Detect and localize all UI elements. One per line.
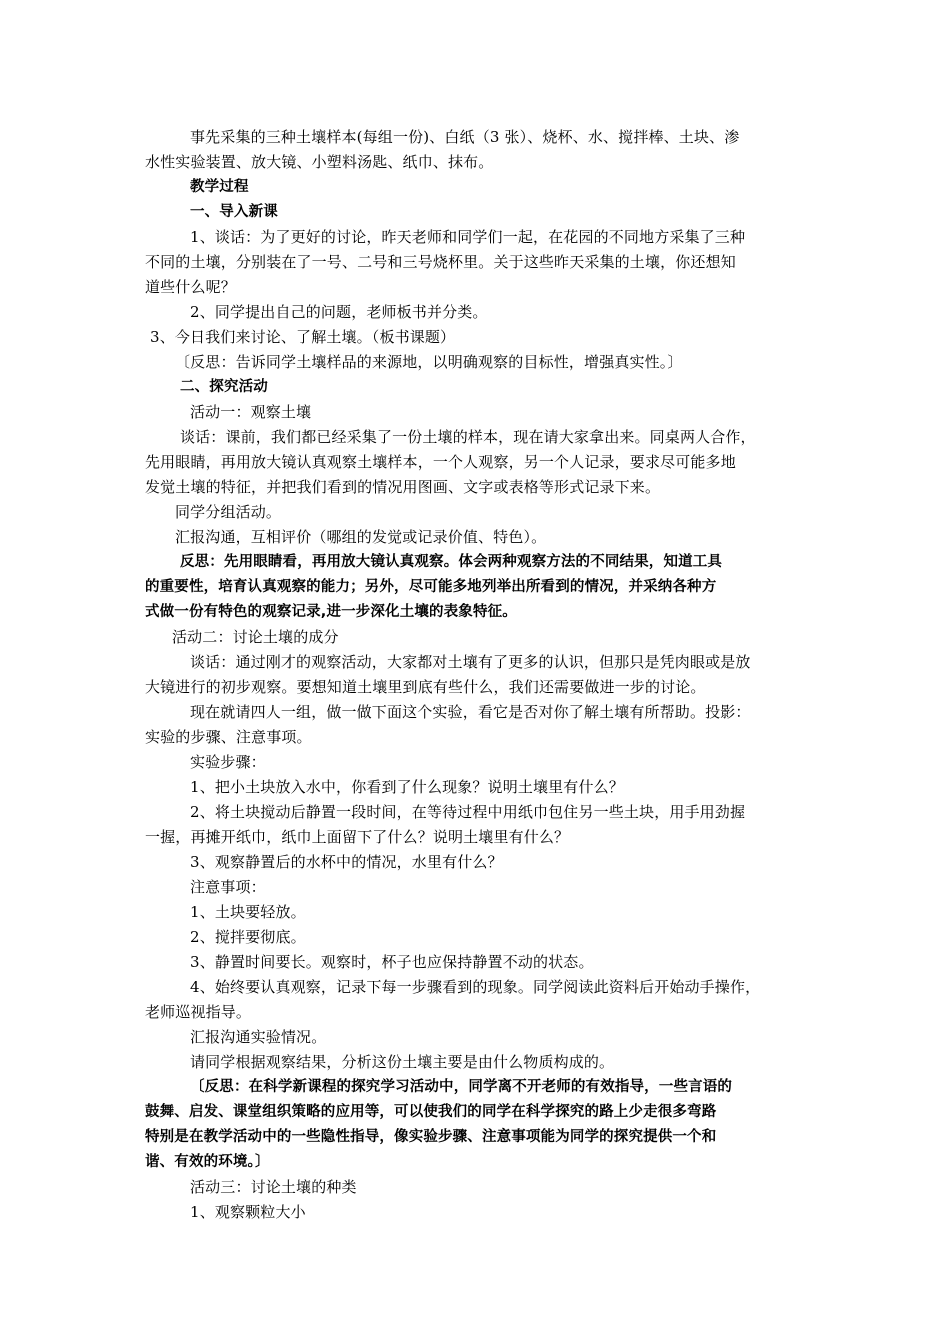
text-line: 3、静置时间要长。观察时，杯子也应保持静置不动的状态。 bbox=[190, 953, 594, 971]
text-line: 道些什么呢？ bbox=[145, 278, 236, 296]
text-line: 1、把小土块放入水中，你看到了什么现象？说明土壤里有什么？ bbox=[190, 778, 624, 796]
reflection-text: 〔反思：在科学新课程的探究学习活动中，同学离不开老师的有效指导，一些言语的 bbox=[190, 1079, 733, 1095]
text-line: 1、观察颗粒大小 bbox=[190, 1203, 306, 1221]
text-line: 汇报沟通，互相评价（哪组的发觉或记录价值、特色）。 bbox=[175, 528, 547, 546]
text-line: 谈话：课前，我们都已经采集了一份土壤的样本，现在请大家拿出来。同桌两人合作， bbox=[180, 428, 756, 446]
reflection-text: 反思：先用眼睛看，再用放大镜认真观察。体会两种观察方法的不同结果，知道工具 bbox=[180, 554, 723, 570]
text-line: 1、谈话：为了更好的讨论，昨天老师和同学们一起，在花园的不同地方采集了三种 bbox=[190, 228, 746, 246]
text-line: 活动一：观察土壤 bbox=[190, 403, 312, 421]
text-line: 谈话：通过刚才的观察活动，大家都对土壤有了更多的认识，但那只是凭肉眼或是放 bbox=[190, 653, 751, 671]
text-line: 先用眼睛，再用放大镜认真观察土壤样本，一个人观察，另一个人记录，要求尽可能多地 bbox=[145, 453, 736, 471]
section-heading: 二、探究活动 bbox=[180, 379, 268, 395]
text-line: 现在就请四人一组，做一做下面这个实验，看它是否对你了解土壤有所帮助。投影： bbox=[190, 703, 751, 721]
text-line: 注意事项： bbox=[190, 878, 266, 896]
text-line: 同学分组活动。 bbox=[175, 503, 282, 521]
text-line: 2、搅拌要彻底。 bbox=[190, 928, 306, 946]
text-line: 〔反思：告诉同学土壤样品的来源地，以明确观察的目标性，增强真实性。〕 bbox=[175, 353, 683, 371]
text-line: 2、将土块搅动后静置一段时间，在等待过程中用纸巾包住另一些土块，用手用劲握 bbox=[190, 803, 746, 821]
text-line: 请同学根据观察结果，分析这份土壤主要是由什么物质构成的。 bbox=[190, 1053, 615, 1071]
reflection-text: 鼓舞、启发、课堂组织策略的应用等，可以使我们的同学在科学探究的路上少走很多弯路 bbox=[145, 1104, 717, 1120]
text-line: 实验步骤： bbox=[190, 753, 266, 771]
text-line: 老师巡视指导。 bbox=[145, 1003, 252, 1021]
text-line: 2、同学提出自己的问题，老师板书并分类。 bbox=[190, 303, 488, 321]
text-line: 一握，再摊开纸巾，纸巾上面留下了什么？说明土壤里有什么？ bbox=[145, 828, 570, 846]
text-line: 汇报沟通实验情况。 bbox=[190, 1028, 327, 1046]
text-line: 水性实验装置、放大镜、小塑料汤匙、纸巾、抹布。 bbox=[145, 153, 494, 171]
reflection-text: 特别是在教学活动中的一些隐性指导，像实验步骤、注意事项能为同学的探究提供一个和 bbox=[145, 1129, 717, 1145]
text-line: 大镜进行的初步观察。要想知道土壤里到底有些什么，我们还需要做进一步的讨论。 bbox=[145, 678, 706, 696]
text-line: 3、今日我们来讨论、了解土壤。（板书课题） bbox=[150, 328, 456, 346]
section-heading: 一、导入新课 bbox=[190, 204, 278, 220]
text-line: 4、始终要认真观察，记录下每一步骤看到的现象。同学阅读此资料后开始动手操作， bbox=[190, 978, 761, 996]
text-line: 实验的步骤、注意事项。 bbox=[145, 728, 312, 746]
reflection-text: 的重要性，培育认真观察的能力；另外，尽可能多地列举出所看到的情况，并采纳各种方 bbox=[145, 579, 717, 595]
reflection-text: 谐、有效的环境。〕 bbox=[145, 1154, 270, 1170]
text-line: 活动三：讨论土壤的种类 bbox=[190, 1178, 357, 1196]
text-line: 发觉土壤的特征，并把我们看到的情况用图画、文字或表格等形式记录下来。 bbox=[145, 478, 661, 496]
text-line: 3、观察静置后的水杯中的情况，水里有什么？ bbox=[190, 853, 503, 871]
text-line: 事先采集的三种土壤样本(每组一份)、白纸（3 张）、烧杯、水、搅拌棒、土块、渗 bbox=[190, 128, 740, 146]
reflection-text: 式做一份有特色的观察记录,进一步深化土壤的表象特征。 bbox=[145, 604, 517, 620]
text-line: 不同的土壤，分别装在了一号、二号和三号烧杯里。关于这些昨天采集的土壤，你还想知 bbox=[145, 253, 736, 271]
section-heading: 教学过程 bbox=[190, 179, 249, 195]
text-line: 活动二：讨论土壤的成分 bbox=[172, 628, 339, 646]
text-line: 1、土块要轻放。 bbox=[190, 903, 306, 921]
